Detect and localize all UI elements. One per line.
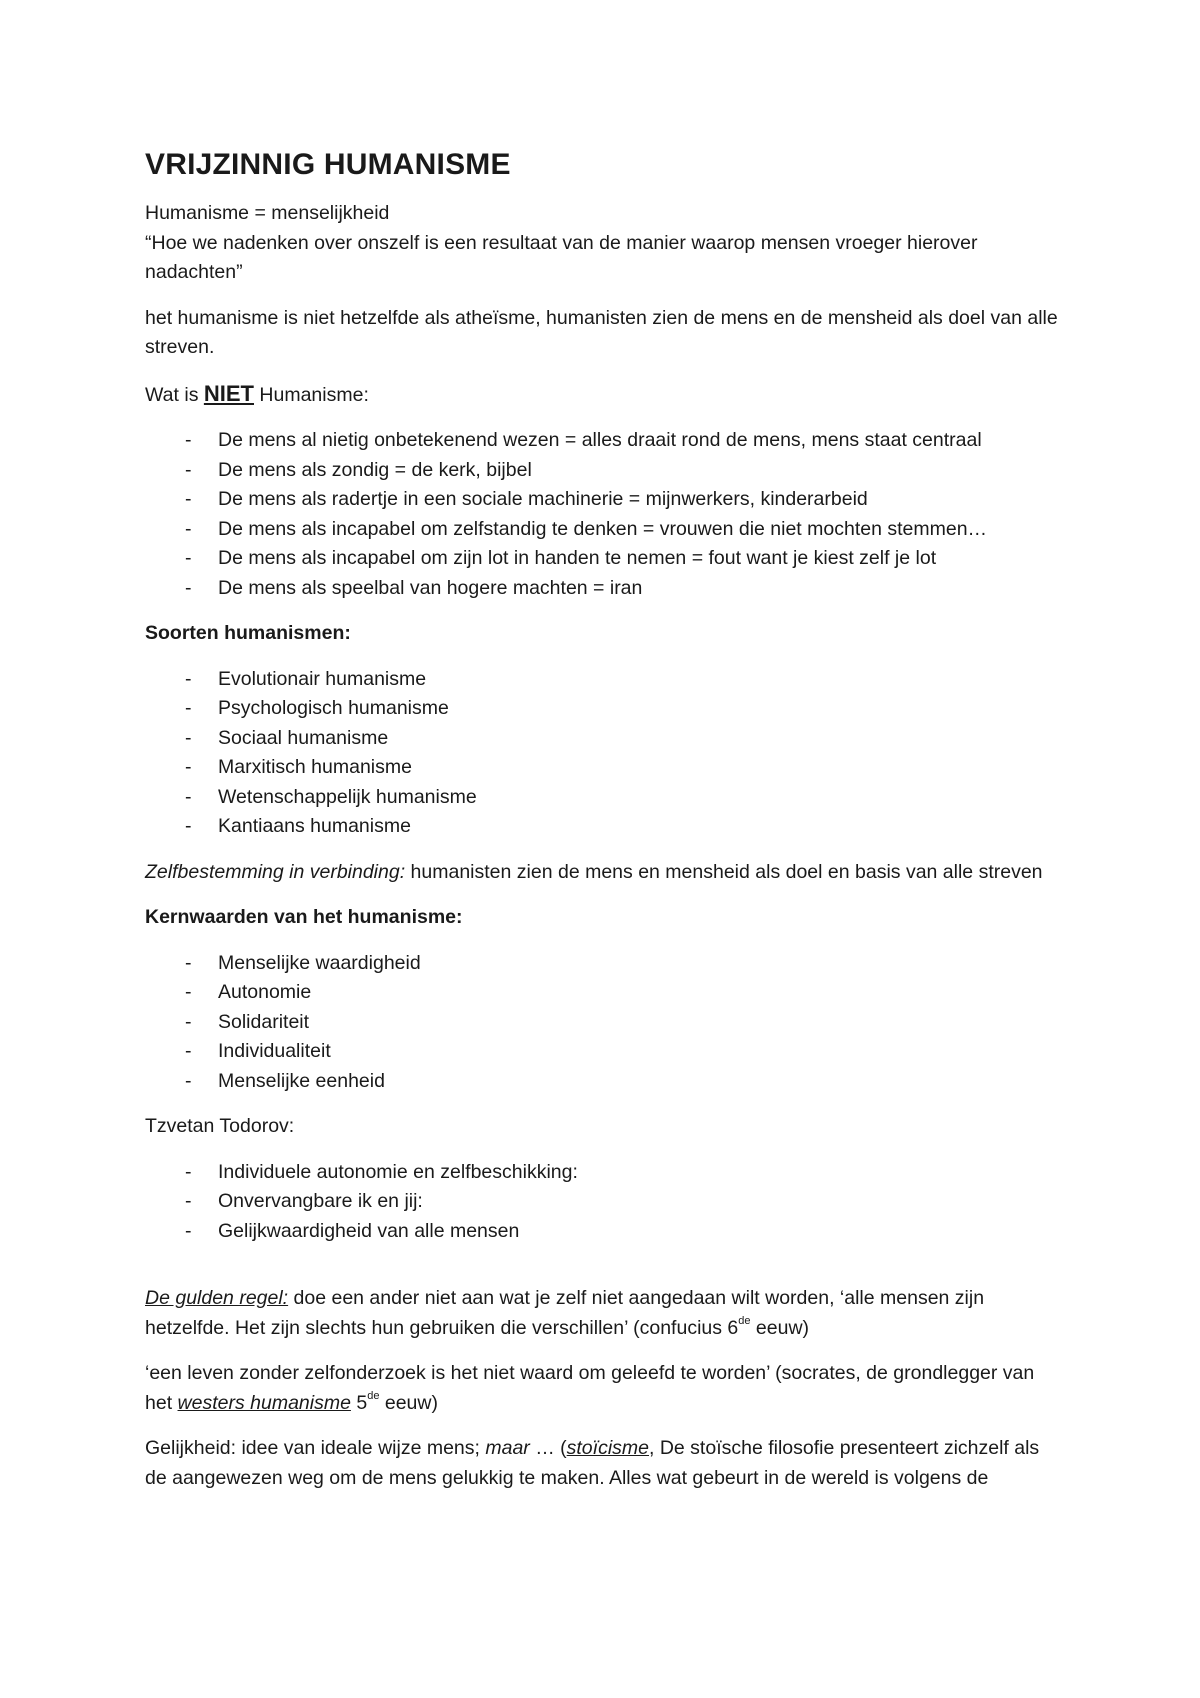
equality-text2: … ( [529,1437,567,1459]
golden-rule-paragraph [145,1284,1065,1343]
list-item: - De mens als incapabel om zelfstandig te denken = vrouwen die niet mochten stemmen… [145,515,1065,545]
list-item: - Menselijke eenheid [145,1067,1065,1097]
types-list [145,665,1065,842]
todorov-heading: Tzvetan Todorov: [145,1115,295,1137]
equality-paragraph [145,1434,1065,1493]
socrates-sup: de [367,1390,380,1402]
not-humanism-heading [145,379,1065,411]
not-humanism-prefix: Wat is [145,383,204,406]
list-item: - De mens als radertje in een sociale machinerie = mijnwerkers, kinderarbeid [145,485,1065,515]
list-item: - De mens al nietig onbetekenend wezen = alles draait rond de mens, mens staat centraal [145,426,1065,456]
todorov-list [145,1158,1065,1247]
golden-rule-sup: de [738,1315,751,1327]
list-item: - De mens als zondig = de kerk, bijbel [145,456,1065,486]
core-values-list [145,949,1065,1097]
list-item: - Gelijkwaardigheid van alle mensen [145,1217,1065,1247]
list-item: - Wetenschappelijk humanisme [145,783,1065,813]
list-item: - De mens als speelbal van hogere machten = iran [145,574,1065,604]
atheism-paragraph: het humanisme is niet hetzelfde als atheïsme, humanisten zien de mens en de mensheid als doel van alle streven. [145,306,1058,358]
list-item: - Marxitisch humanisme [145,753,1065,783]
list-item: - Menselijke waardigheid [145,949,1065,979]
golden-rule-label: De gulden regel: [145,1287,289,1309]
equality-text3: , De stoïsche filosofie presenteert zichzelf als de aangewezen weg om de mens gelukkig te maken. Alles wat gebeurt in de wereld is volgens de [145,1437,1040,1489]
self-determination-label: Zelfbestemming in verbinding: [145,860,406,883]
list-item: - Sociaal humanisme [145,724,1065,754]
intro-paragraph [145,199,1065,288]
maar-term: maar [485,1437,530,1459]
golden-rule-tail: eeuw) [750,1316,810,1339]
self-determination-text: humanisten zien de mens en mensheid als doel en basis van alle streven [405,860,1043,883]
list-item: - Evolutionair humanisme [145,665,1065,695]
document-page [145,145,1065,1493]
socrates-tail: eeuw) [379,1391,438,1414]
types-heading: Soorten humanismen: [145,622,351,644]
intro-definition: Humanisme = menselijkheid [145,202,390,224]
list-item: - Solidariteit [145,1008,1065,1038]
socrates-paragraph [145,1359,1065,1418]
document-title: VRIJZINNIG HUMANISME [145,148,511,181]
list-item: - Psychologisch humanisme [145,694,1065,724]
list-item: - Individualiteit [145,1037,1065,1067]
list-item: - Kantiaans humanisme [145,812,1065,842]
intro-quote: “Hoe we nadenken over onszelf is een resultaat van de manier waarop mensen vroeger hierover nadachten” [145,231,978,283]
niet-emphasis: NIET [203,380,254,406]
list-item: - Onvervangbare ik en jij: [145,1187,1065,1217]
list-item: - Individuele autonomie en zelfbeschikking: [145,1158,1065,1188]
equality-text1: Gelijkheid: idee van ideale wijze mens; [145,1437,486,1459]
socrates-text: ‘een leven zonder zelfonderzoek is het niet waard om geleefd te worden’ (socrates, de grondlegger van het [145,1362,1035,1414]
golden-rule-text: doe een ander niet aan wat je zelf niet aangedaan wilt worden, ‘alle mensen zijn hetzelfde. Het zijn slechts hun gebruiken die verschillen’ (confucius 6 [145,1287,985,1339]
self-determination-paragraph [145,858,1065,888]
socrates-num: 5 [350,1391,368,1414]
westers-humanisme-term: westers humanisme [177,1391,351,1414]
not-humanism-list [145,426,1065,603]
list-item: - De mens als incapabel om zijn lot in handen te nemen = fout want je kiest zelf je lot [145,544,1065,574]
stoicisme-term: stoïcisme [566,1437,649,1459]
spacer [145,1262,1065,1284]
list-item: - Autonomie [145,978,1065,1008]
not-humanism-suffix: Humanisme: [254,383,369,406]
core-values-heading: Kernwaarden van het humanisme: [145,906,463,928]
